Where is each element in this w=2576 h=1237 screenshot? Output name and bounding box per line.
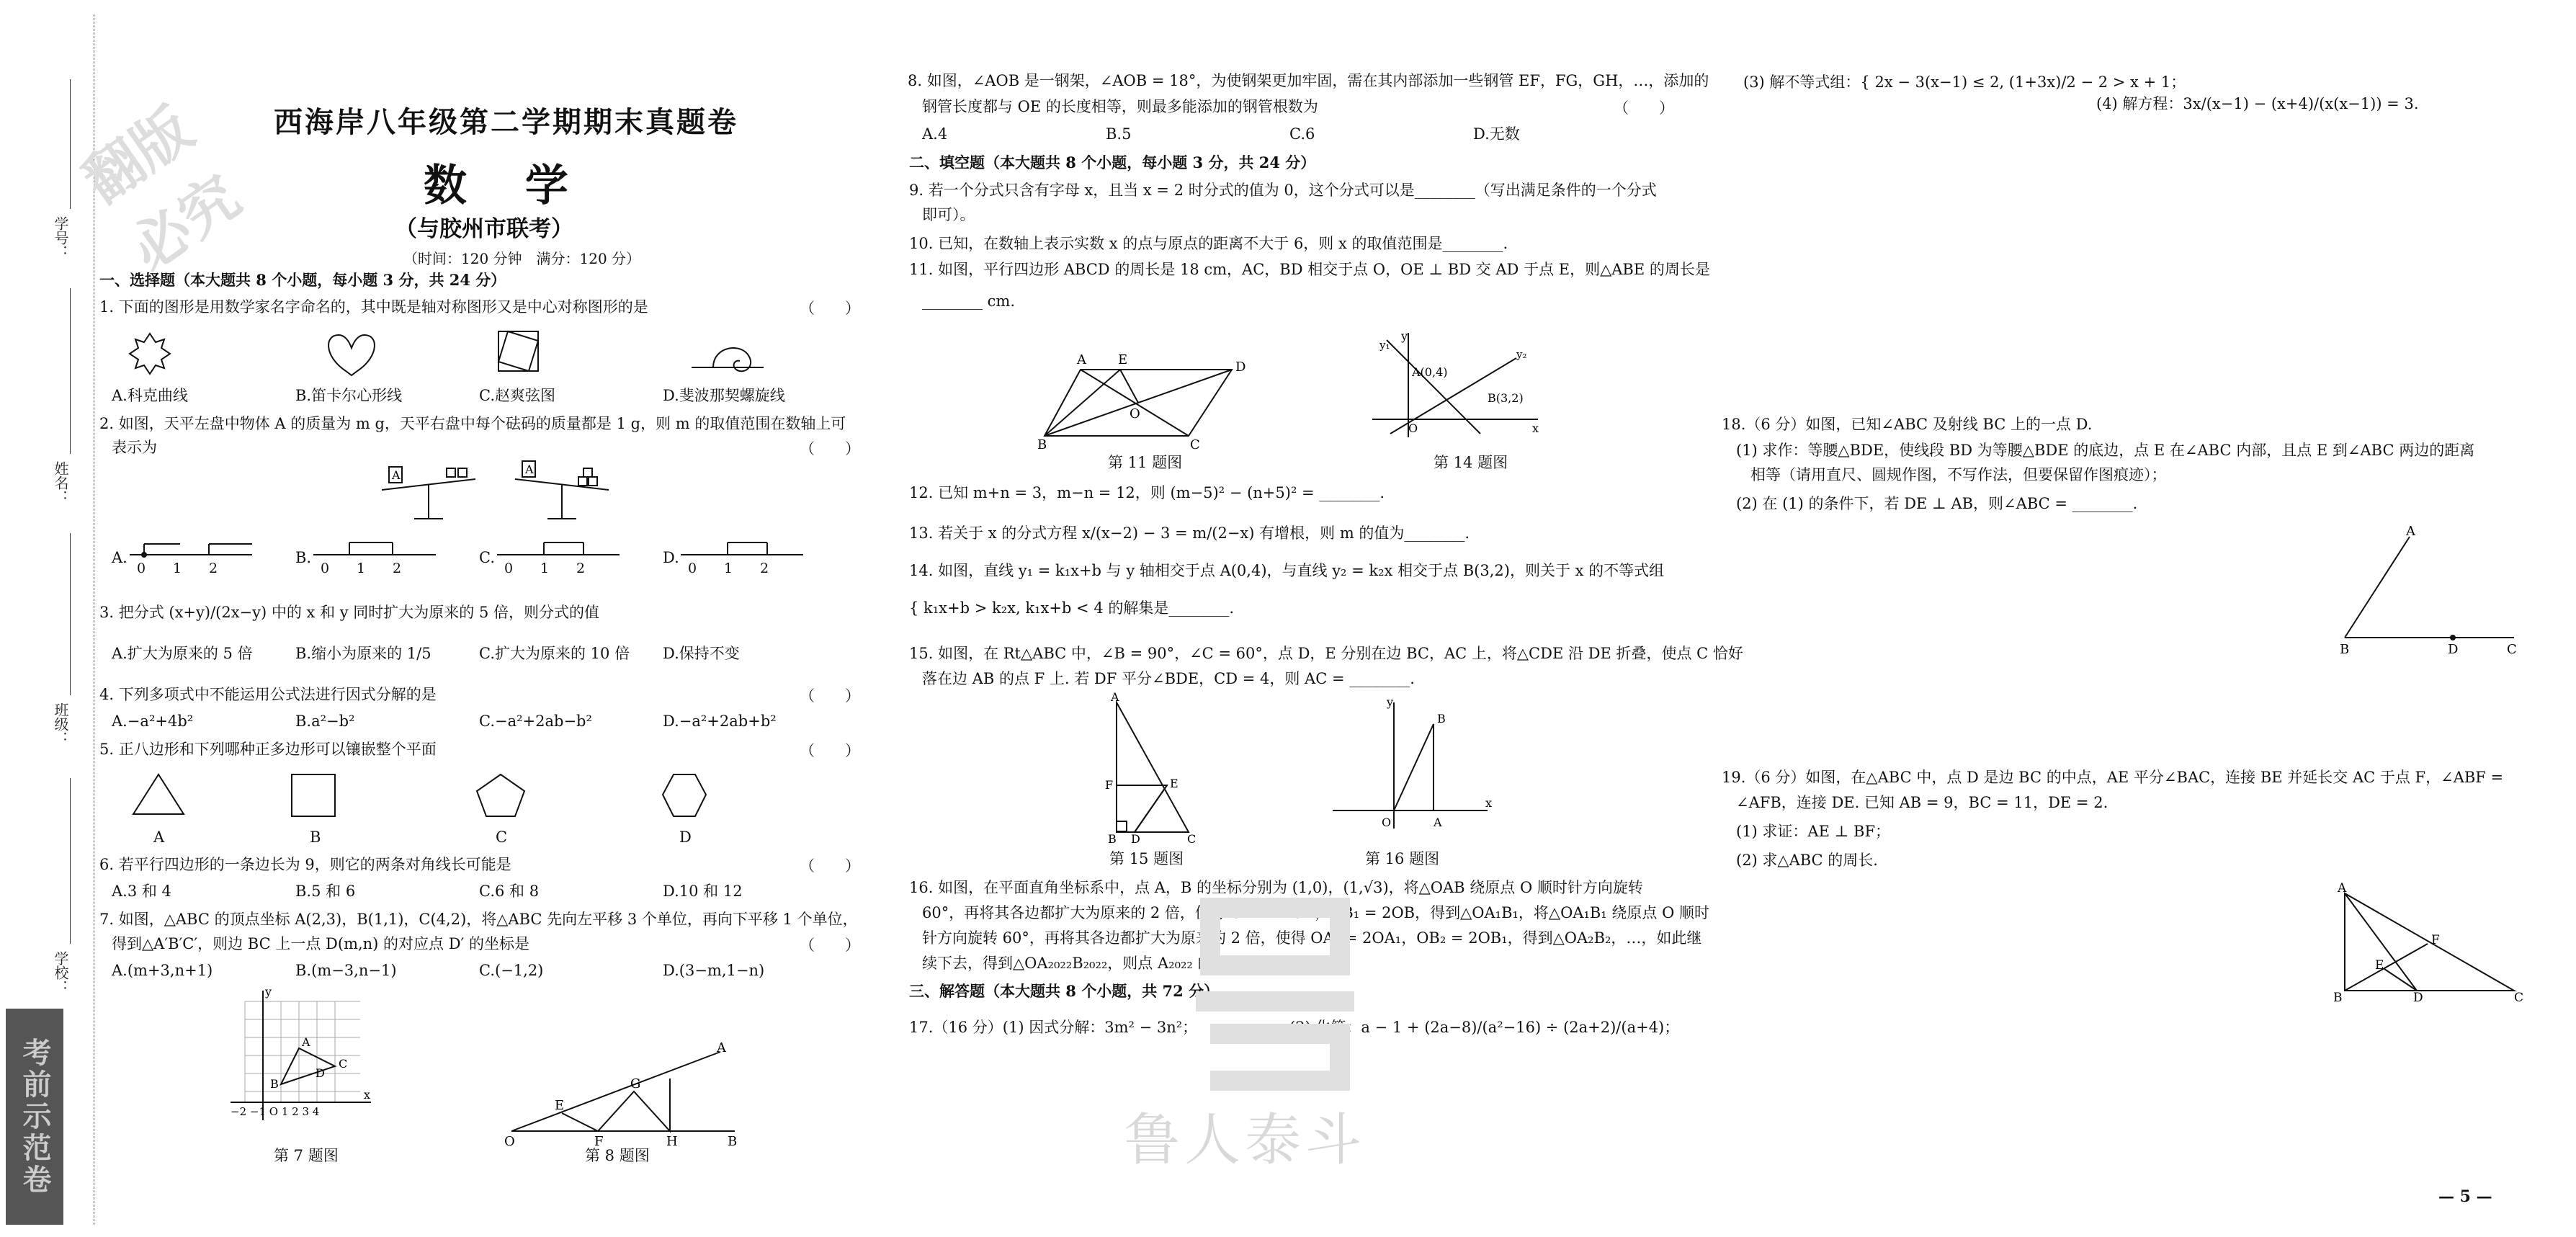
q17-part3: (3) 解不等式组：{ 2x − 3(x−1) ≤ 2, (1+3x)/2 − 2 > x + 1； <box>1743 73 2186 91</box>
tick-2: 2 <box>209 561 218 576</box>
q19-line4: (2) 求△ABC 的周长. <box>1736 852 1878 869</box>
q1-option-d: D.斐波那契螺旋线 <box>663 387 785 404</box>
svg-text:D: D <box>2448 642 2459 657</box>
q4-option-a: A.−a²+4b² <box>112 713 194 730</box>
q3-option-c: C.扩大为原来的 10 倍 <box>479 645 630 662</box>
tick-0: 0 <box>321 561 330 576</box>
margin-line <box>70 533 71 695</box>
svg-text:H: H <box>666 1134 678 1149</box>
q16-line2: 60°，再将其各边都扩大为原来的 2 倍，使得 OA₁ = 2OA，OB₁ = 2OB，得到△OA₁B₁，将△OA₁B₁ 绕原点 O 顺时 <box>922 904 1709 921</box>
q8-option-b: B.5 <box>1106 125 1132 143</box>
svg-text:x: x <box>1485 796 1493 810</box>
number-line-b <box>313 542 436 555</box>
svg-text:A: A <box>1111 690 1119 704</box>
svg-text:F: F <box>594 1134 604 1149</box>
section2-heading: 二、填空题（本大题共 8 个小题，每小题 3 分，共 24 分） <box>909 153 1316 171</box>
q7-text-line2: 得到△A′B′C′，则边 BC 上一点 D(m,n) 的对应点 D′ 的坐标是 <box>112 935 530 952</box>
q16-line1: 16. 如图，在平面直角坐标系中，点 A，B 的坐标分别为 (1,0)，(1,√3)，将△OAB 绕原点 O 顺时针方向旋转 <box>909 879 1643 896</box>
answer-paren: （ ） <box>800 687 860 705</box>
answer-paren: （ ） <box>800 937 860 954</box>
exam-subtitle: （与胶州市联考） <box>395 216 573 242</box>
figure-8-steel-frame <box>504 1040 742 1149</box>
q14-text-line1: 14. 如图，直线 y₁ = k₁x+b 与 y 轴相交于点 A(0,4)，与直线 y₂ = k₂x 相交于点 B(3,2)，则关于 x 的不等式组 <box>909 562 1665 579</box>
svg-text:D: D <box>2413 991 2423 1005</box>
figure-14-caption: 第 14 题图 <box>1434 454 1508 471</box>
tick-0: 0 <box>688 561 697 576</box>
figure-16-caption: 第 16 题图 <box>1365 850 1440 867</box>
svg-text:O: O <box>1408 421 1418 435</box>
svg-text:B: B <box>270 1077 279 1091</box>
number-line-a <box>130 544 252 558</box>
q3-text: 3. 把分式 (x+y)/(2x−y) 中的 x 和 y 同时扩大为原来的 5 倍，则分式的值 <box>99 604 599 621</box>
figure-15-caption: 第 15 题图 <box>1109 850 1184 867</box>
q5-text: 5. 正八边形和下列哪种正多边形可以镶嵌整个平面 <box>99 741 437 758</box>
svg-text:x: x <box>1532 421 1539 435</box>
svg-text:O: O <box>1382 816 1392 829</box>
name-label: 姓名： <box>52 461 69 504</box>
q15-text-line2: 落在边 AB 的点 F 上. 若 DF 平分∠BDE，CD = 4，则 AC = ________. <box>922 670 1415 687</box>
svg-text:y: y <box>1401 329 1408 343</box>
q3-option-d: D.保持不变 <box>663 645 740 662</box>
svg-text:A: A <box>302 1035 310 1049</box>
svg-text:B: B <box>728 1134 738 1149</box>
number-line-c <box>497 542 620 555</box>
q2-option-a: A. <box>112 549 128 566</box>
q2-option-d: D. <box>663 549 679 566</box>
q6-option-c: C.6 和 8 <box>479 883 540 900</box>
svg-text:x: x <box>364 1088 371 1102</box>
page-number: — 5 — <box>2438 1187 2492 1206</box>
q11-text-line1: 11. 如图，平行四边形 ABCD 的周长是 18 cm，AC，BD 相交于点 O，OE ⊥ BD 交 AD 于点 E，则△ABE 的周长是 <box>909 261 1710 278</box>
q6-text: 6. 若平行四边形的一条边长为 9，则它的两条对角线长可能是 <box>99 856 511 873</box>
svg-text:D: D <box>1131 832 1140 846</box>
q7-option-d: D.(3−m,1−n) <box>663 962 765 979</box>
margin-line <box>70 288 71 454</box>
q5-shapes <box>108 771 828 821</box>
svg-text:A: A <box>717 1040 726 1055</box>
q17-part1: 17.（16 分）(1) 因式分解：3m² − 3n²； <box>909 1019 1198 1036</box>
figure-8-caption: 第 8 题图 <box>585 1147 650 1164</box>
svg-text:G: G <box>630 1076 641 1091</box>
q5-option-d: D <box>679 829 692 846</box>
svg-text:A: A <box>525 463 534 476</box>
q5-option-a: A <box>153 829 165 846</box>
svg-text:C: C <box>2514 991 2524 1005</box>
svg-text:F: F <box>1105 778 1114 792</box>
tick-1: 1 <box>540 561 550 576</box>
q8-option-d: D.无数 <box>1473 125 1520 143</box>
svg-text:A: A <box>1077 352 1086 367</box>
q9-text-line1: 9. 若一个分式只含有字母 x，且当 x = 2 时分式的值为 0，这个分式可以是________（写出满足条件的一个分式 <box>909 182 1657 199</box>
copyright-watermark: 翻版必究 <box>71 94 252 284</box>
tick-1: 1 <box>357 561 366 576</box>
q11-text-line2: ________ cm. <box>922 292 1016 310</box>
svg-text:E: E <box>555 1098 565 1113</box>
tick-2: 2 <box>576 561 586 576</box>
svg-text:B: B <box>1437 712 1446 725</box>
exam-stamp: 考前示范卷 <box>6 1009 63 1225</box>
number-line-d <box>681 542 803 555</box>
section1-heading: 一、选择题（本大题共 8 个小题，每小题 3 分，共 24 分） <box>99 271 506 289</box>
q6-option-d: D.10 和 12 <box>663 883 743 900</box>
q10-text: 10. 已知，在数轴上表示实数 x 的点与原点的距离不大于 6，则 x 的取值范围是________. <box>909 235 1508 252</box>
answer-paren: （ ） <box>1614 99 1674 117</box>
svg-text:B(3,2): B(3,2) <box>1488 391 1524 405</box>
svg-text:B: B <box>2333 991 2343 1005</box>
q1-text: 1. 下面的图形是用数学家名字命名的，其中既是轴对称图形又是中心对称图形的是 <box>99 298 648 316</box>
svg-text:C: C <box>339 1057 348 1071</box>
q18-line4: (2) 在 (1) 的条件下，若 DE ⊥ AB，则∠ABC = ________. <box>1736 495 2138 512</box>
svg-text:B: B <box>1037 437 1047 452</box>
q17-part2: (2) 化简：a − 1 + (2a−8)/(a²−16) ÷ (2a+2)/(a+4)； <box>1289 1019 1680 1036</box>
svg-text:E: E <box>2375 958 2384 973</box>
balance-scale-2 <box>515 461 609 519</box>
q4-option-b: B.a²−b² <box>295 713 355 730</box>
q4-option-d: D.−a²+2ab+b² <box>663 713 777 730</box>
svg-text:E: E <box>1118 352 1128 367</box>
balance-scale-1 <box>382 467 475 519</box>
q7-option-c: C.(−1,2) <box>479 962 544 979</box>
tick-1: 1 <box>724 561 733 576</box>
q1-option-a: A.科克曲线 <box>112 387 188 404</box>
q19-line1: 19.（6 分）如图，在△ABC 中，点 D 是边 BC 的中点，AE 平分∠BAC，连接 BE 并延长交 AC 于点 F，∠ABF = <box>1722 769 2504 786</box>
q8-text-line1: 8. 如图，∠AOB 是一钢架，∠AOB = 18°，为使钢架更加牢固，需在其内部添加一些钢管 EF，FG，GH，…，添加的 <box>908 72 1709 89</box>
exam-title: 西海岸八年级第二学期期末真题卷 <box>274 105 738 139</box>
square-icon <box>292 774 335 816</box>
svg-text:−2 −1 O 1 2 3 4: −2 −1 O 1 2 3 4 <box>231 1105 320 1118</box>
q7-text-line1: 7. 如图，△ABC 的顶点坐标 A(2,3)，B(1,1)，C(4,2)，将△ABC 先向左平移 3 个单位，再向下平移 1 个单位， <box>99 911 858 928</box>
svg-text:C: C <box>1187 832 1197 846</box>
svg-text:B: B <box>1108 832 1117 846</box>
q17-part4: (4) 解方程：3x/(x−1) − (x+4)/(x(x−1)) = 3. <box>2096 95 2419 112</box>
class-label: 班级： <box>52 702 69 746</box>
q9-text-line2: 即可）。 <box>922 206 975 223</box>
svg-text:y: y <box>265 985 272 999</box>
brand-text: 鲁人泰斗 <box>1124 1108 1367 1173</box>
figure-18-angle <box>2327 524 2521 659</box>
q15-text-line1: 15. 如图，在 Rt△ABC 中，∠B = 90°，∠C = 60°，点 D，E 分别在边 BC，AC 上，将△CDE 沿 DE 折叠，使点 C 恰好 <box>909 645 1743 662</box>
svg-text:A: A <box>2406 524 2415 539</box>
margin-line <box>70 79 71 209</box>
q8-option-a: A.4 <box>922 125 948 143</box>
student-id-label: 学号： <box>52 216 69 259</box>
q3-option-a: A.扩大为原来的 5 倍 <box>112 645 253 662</box>
q2-text-line1: 2. 如图，天平左盘中物体 A 的质量为 m g，天平右盘中每个砝码的质量都是 1 g，则 m 的取值范围在数轴上可 <box>99 415 846 432</box>
svg-text:F: F <box>2431 933 2440 947</box>
q7-option-a: A.(m+3,n+1) <box>112 962 213 979</box>
svg-text:O: O <box>504 1134 515 1149</box>
balance-scales <box>375 461 749 526</box>
svg-text:C: C <box>1190 437 1200 452</box>
q4-text: 4. 下列多项式中不能运用公式法进行因式分解的是 <box>99 686 437 703</box>
svg-text:y: y <box>1387 695 1394 709</box>
q14-text-line2: { k₁x+b > k₂x, k₁x+b < 4 的解集是________. <box>909 599 1235 617</box>
svg-text:D: D <box>316 1066 325 1080</box>
tick-0: 0 <box>504 561 514 576</box>
figure-7-caption: 第 7 题图 <box>274 1147 339 1164</box>
answer-paren: （ ） <box>800 300 860 317</box>
q2-option-c: C. <box>479 549 495 566</box>
q5-option-b: B <box>310 829 321 846</box>
figure-11-caption: 第 11 题图 <box>1108 454 1183 471</box>
binding-margin <box>0 0 101 1237</box>
koch-curve-icon <box>130 334 170 374</box>
svg-text:C: C <box>2507 642 2517 657</box>
svg-text:A: A <box>392 468 401 482</box>
q19-line3: (1) 求证：AE ⊥ BF； <box>1736 823 1891 840</box>
q16-line3: 针方向旋转 60°，再将其各边都扩大为原来的 2 倍，使得 OA₂ = 2OA₁，OB₂ = 2OB₁，得到△OA₂B₂，…，如此继 <box>922 929 1702 947</box>
hexagon-icon <box>663 774 706 816</box>
zhaoshuang-diagram-icon <box>498 331 538 371</box>
tick-1: 1 <box>173 561 182 576</box>
figure-15-triangle <box>1102 690 1203 846</box>
q8-option-c: C.6 <box>1289 125 1315 143</box>
q8-text-line2: 钢管长度都与 OE 的长度相等，则最多能添加的钢管根数为 <box>922 98 1318 115</box>
q4-option-c: C.−a²+2ab−b² <box>479 713 592 730</box>
tick-0: 0 <box>137 561 146 576</box>
tick-2: 2 <box>760 561 769 576</box>
q18-line2: (1) 求作：等腰△BDE，使线段 BD 为等腰△BDE 的底边，点 E 在∠ABC 内部，且点 E 到∠ABC 两边的距离 <box>1736 442 2475 459</box>
q6-option-b: B.5 和 6 <box>295 883 356 900</box>
answer-paren: （ ） <box>800 440 860 457</box>
time-info: （时间：120 分钟 满分：120 分） <box>403 250 641 267</box>
q1-option-b: B.笛卡尔心形线 <box>295 387 403 404</box>
svg-text:y₂: y₂ <box>1516 348 1527 361</box>
svg-text:A: A <box>2338 881 2347 896</box>
q18-line3: 相等（请用直尺、圆规作图，不写作法，但要保留作图痕迹）； <box>1750 466 2167 483</box>
subject-title: 数 学 <box>424 161 590 211</box>
section3-heading: 三、解答题（本大题共 8 个小题，共 72 分） <box>909 982 1220 1000</box>
figure-14-lines <box>1372 329 1545 441</box>
svg-text:A: A <box>1434 816 1442 829</box>
q1-option-c: C.赵爽弦图 <box>479 387 555 404</box>
q2-option-b: B. <box>295 549 312 566</box>
q18-line1: 18.（6 分）如图，已知∠ABC 及射线 BC 上的一点 D. <box>1722 416 2093 433</box>
q5-option-c: C <box>496 829 508 846</box>
figure-19-triangle <box>2330 881 2525 1005</box>
answer-paren: （ ） <box>800 857 860 875</box>
margin-line <box>70 778 71 944</box>
figure-11-parallelogram <box>1037 352 1253 452</box>
figure-7-grid <box>231 987 375 1131</box>
svg-text:y₁: y₁ <box>1379 339 1390 352</box>
svg-text:O: O <box>1130 406 1140 421</box>
svg-text:A(0,4): A(0,4) <box>1412 365 1448 379</box>
svg-text:E: E <box>1170 777 1179 790</box>
cardioid-icon <box>328 335 375 375</box>
svg-text:B: B <box>2340 642 2350 657</box>
q7-option-b: B.(m−3,n−1) <box>295 962 397 979</box>
school-label: 学校： <box>52 951 69 994</box>
pentagon-icon <box>477 774 524 816</box>
q16-line4: 续下去，得到△OA₂₀₂₂B₂₀₂₂，则点 A₂₀₂₂ 的坐标是________. <box>922 955 1324 972</box>
q12-text: 12. 已知 m+n = 3，m−n = 12，则 (m−5)² − (n+5)² = ________. <box>909 484 1385 501</box>
q2-text-line2: 表示为 <box>112 439 157 456</box>
tick-2: 2 <box>393 561 402 576</box>
q1-figures <box>122 328 843 385</box>
figure-16-axes <box>1325 695 1498 832</box>
q6-option-a: A.3 和 4 <box>112 883 171 900</box>
q13-text: 13. 若关于 x 的分式方程 x/(x−2) − 3 = m/(2−x) 有增根，则 m 的值为________. <box>909 524 1470 542</box>
q3-option-b: B.缩小为原来的 1/5 <box>295 645 431 662</box>
svg-text:D: D <box>1235 360 1246 375</box>
answer-paren: （ ） <box>800 742 860 759</box>
triangle-icon <box>133 774 184 814</box>
q19-line2: ∠AFB，连接 DE. 已知 AB = 9，BC = 11，DE = 2. <box>1736 794 2108 811</box>
